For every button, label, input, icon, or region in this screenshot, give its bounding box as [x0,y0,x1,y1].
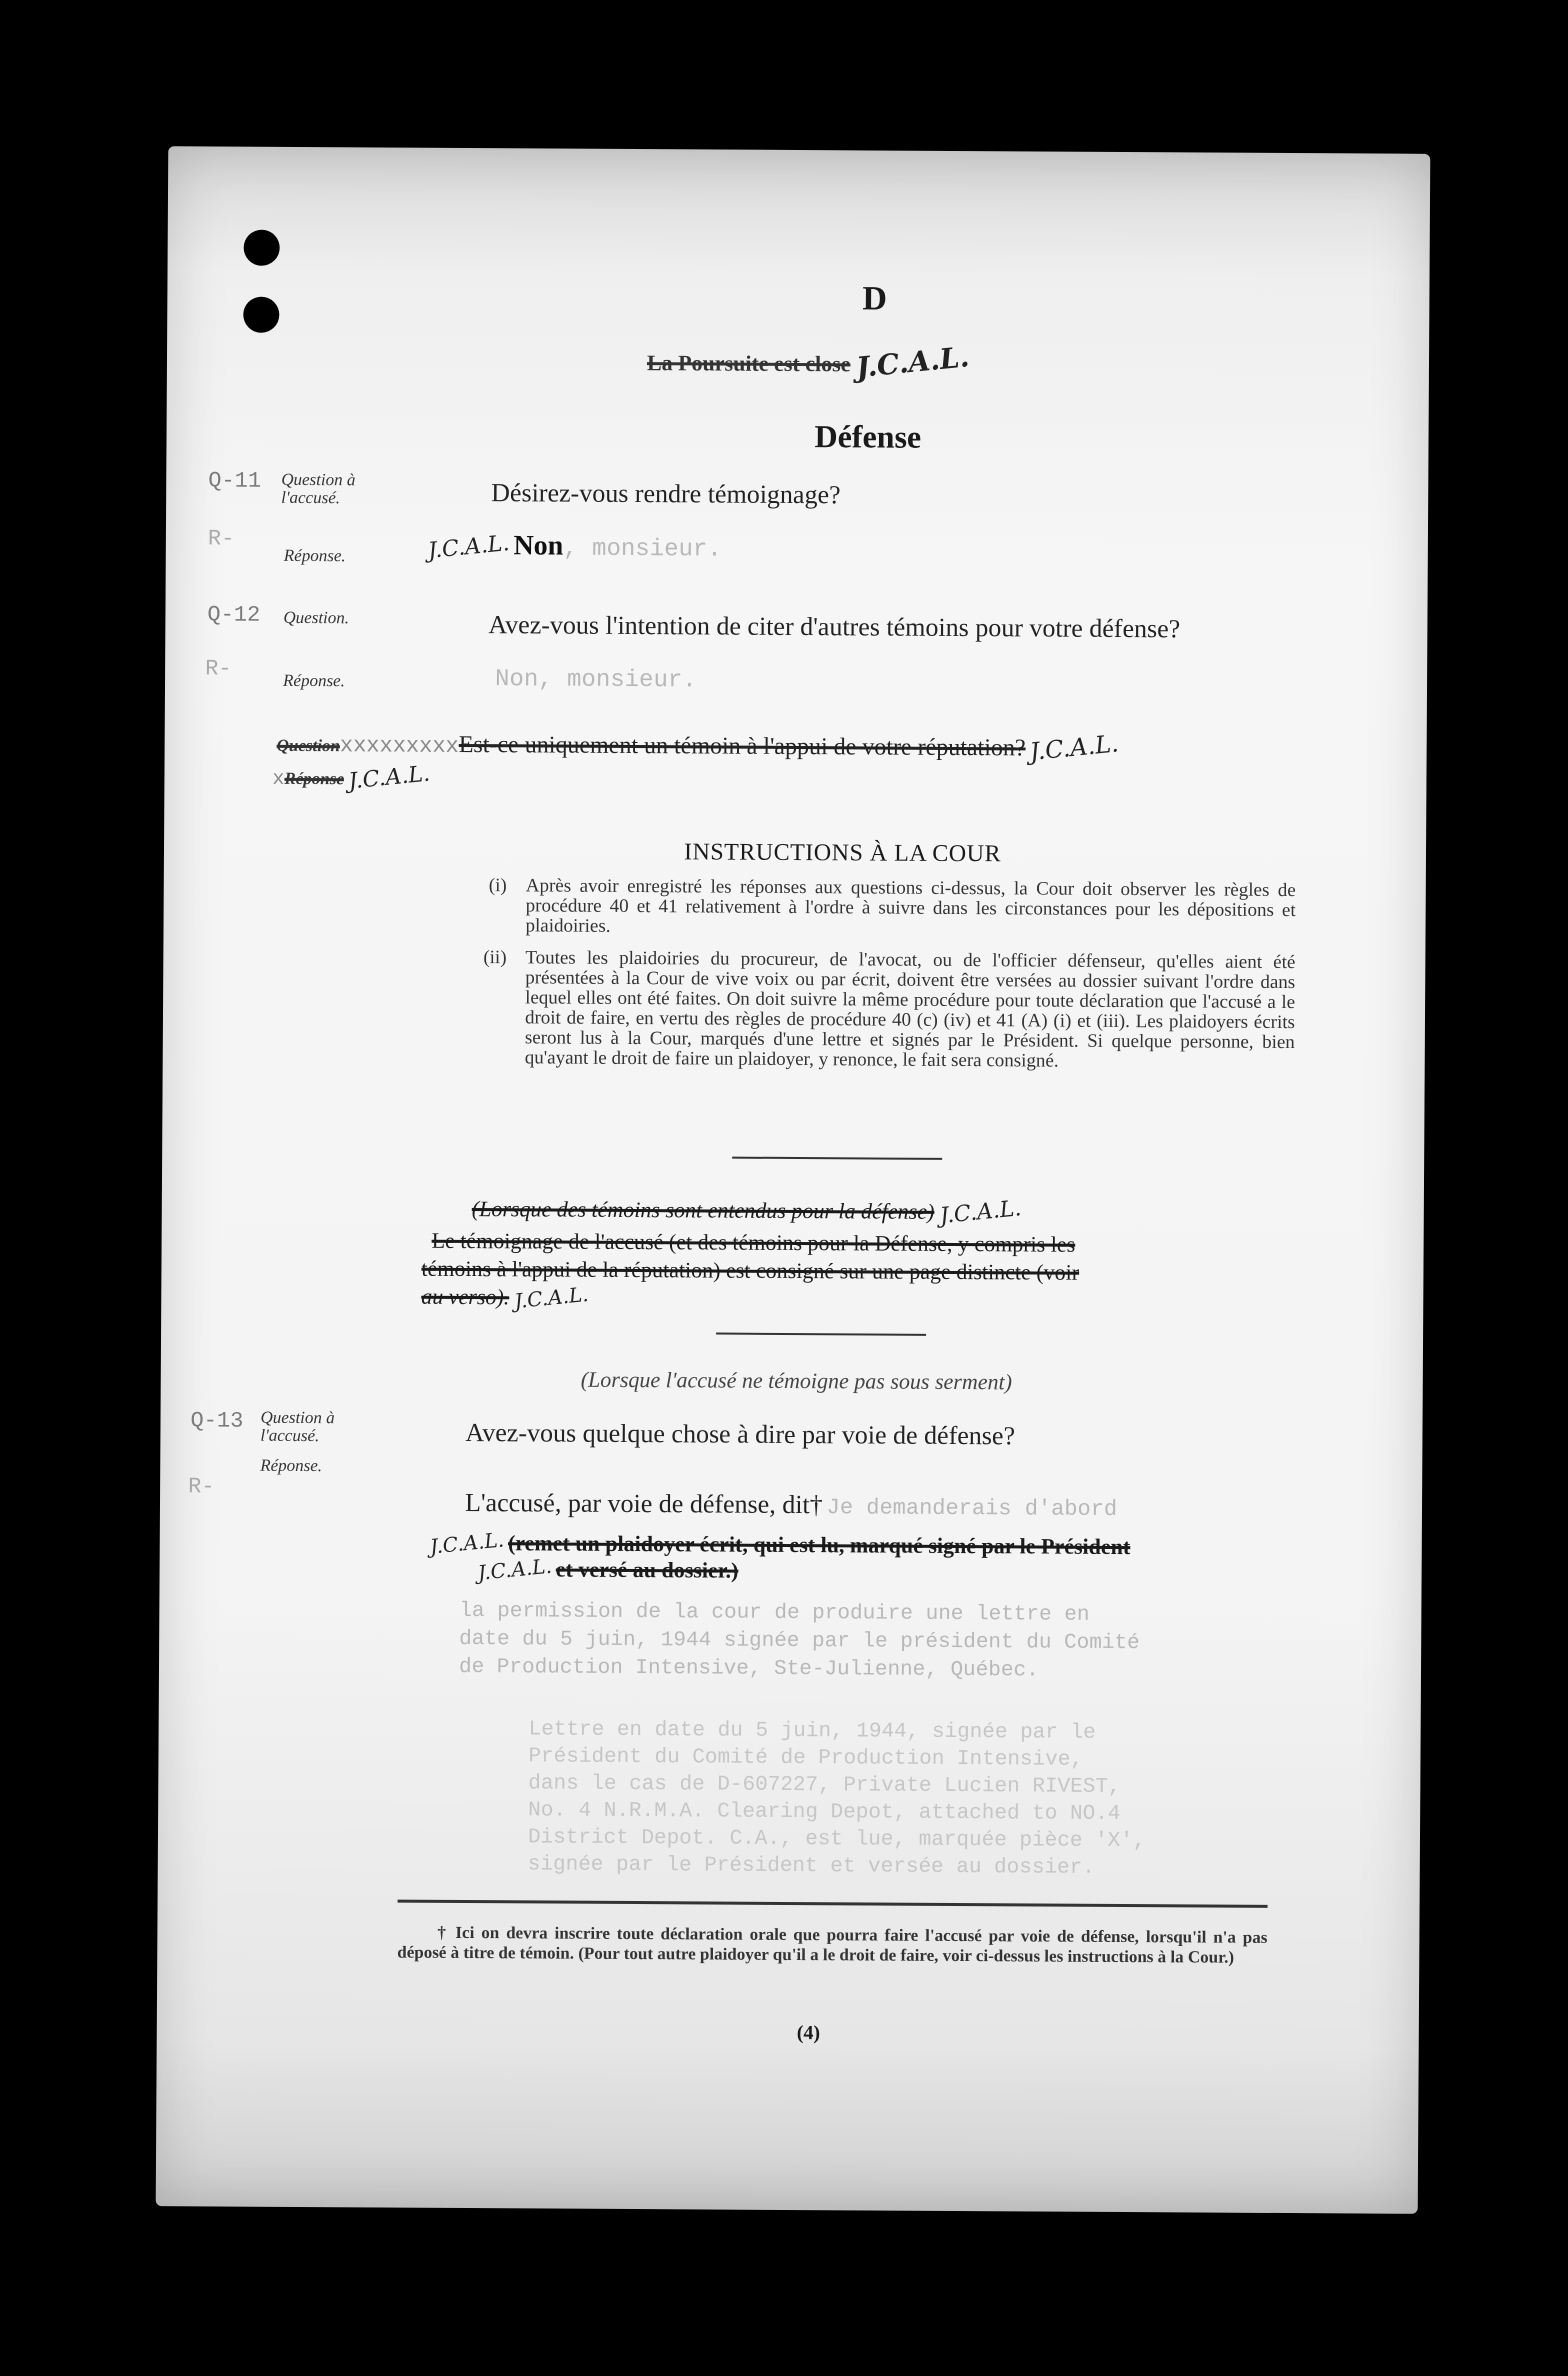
divider-1 [732,1157,942,1160]
q11-question: Désirez-vous rendre témoignage? [491,478,841,510]
q12-margin-r: R- [205,656,232,682]
q13-initials-2: J.C.A.L. [476,1553,553,1585]
letter-line: Lettre en date du 5 juin, 1944, signée par le [528,1718,1096,1745]
letter-line: District Depot. C.A., est lue, marquée pièce 'X', [527,1826,1146,1854]
q13-question: Avez-vous quelque chose à dire par voie de défense? [465,1418,1016,1451]
struck-question-row [276,729,1120,767]
page-number: (4) [796,2022,821,2045]
q13-struck-line1: (remet un plaidoyer écrit, qui est lu, marqué signé par le Président [507,1530,1131,1560]
struck-question-label: Question [276,735,340,756]
instruction-ii-text: Toutes les plaidoiries du procureur, de l'avocat, ou de l'officier défenseur, qu'elles aient été présentées à la Cour de vive voix ou par écrit, doivent être versées au dossier suivant l'ordre dans lequel elles ont été faites. On doit suivre la même procédure pour toute déclaration que l'accusé a le droit de faire, en vertu des règles de procédure 40 (c) (iv) et 41 (A) (i) et (iii). Les plaidoyers écrits seront lus à la Cour, marqués d'une lettre et signés par le Président. Si quelque personne, bien qu'ayant le droit de faire un plaidoyer, y renonce, le fait sera consigné. [524,947,1296,1072]
q13-initials-1: J.C.A.L. [428,1527,505,1559]
typed-line: de Production Intensive, Ste-Julienne, Québec. [458,1655,1039,1683]
struck-reponse-initials: J.C.A.L. [346,761,431,795]
not-sworn-heading: (Lorsque l'accusé ne témoigne pas sous serment) [580,1366,1013,1395]
footnote-divider [398,1900,1268,1908]
q12-answer-typed: Non, monsieur. [494,666,697,695]
letter-line: dans le cas de D-607227, Private Lucien RIVEST, [528,1772,1121,1800]
closing-line-text: La Poursuite est close [646,350,851,377]
q13-margin-q: Q-13 [190,1408,244,1434]
letter-line: No. 4 N.R.M.A. Clearing Depot, attached to NO.4 [528,1799,1121,1827]
q11-answer-handwritten: Non [513,530,564,562]
struck-block-line4: au verso). [421,1283,510,1310]
instruction-i-text: Après avoir enregistré les réponses aux questions ci-dessus, la Cour doit observer les règles de procédure 40 et 41 relativement à l'ordre à suivre dans les circonstances pour les dépositions et plaidoiries. [525,875,1296,937]
instruction-i-num: (i) [488,875,507,897]
q12-label-question: Question. [283,607,350,628]
q12-question: Avez-vous l'intention de citer d'autres témoins pour votre défense? [488,610,1181,644]
instruction-ii-num: (ii) [483,947,507,969]
punch-hole-top [244,230,280,266]
q11-answer-typed: , monsieur. [563,535,722,564]
letter-line: Président du Comité de Production Intensive, [528,1745,1084,1772]
letter-line: signée par le Président et versée au dossier. [527,1853,1095,1880]
closing-line [646,340,971,385]
divider-2 [716,1333,926,1336]
q13-statement-row [465,1488,1117,1522]
q11-initials: J.C.A.L. [426,531,511,564]
struck-question-x-run: xxxxxxxxx [339,733,459,759]
q13-typed-start: Je demanderais d'abord [826,1495,1118,1522]
q12-margin-q: Q-12 [207,602,261,628]
q11-margin-q: Q-11 [208,468,262,494]
struck-reponse-label: Réponse [284,768,345,789]
section-letter: D [862,280,888,318]
instructions-title: INSTRUCTIONS À LA COUR [683,839,1002,868]
q13-label-question: Question à l'accusé. [260,1407,335,1446]
q11-answer [428,530,722,564]
q13-statement-intro: L'accusé, par voie de défense, dit† [464,1488,823,1520]
struck-block-line2: Le témoignage de l'accusé (et des témoins pour la Défense, y compris les [431,1227,1076,1257]
q13-struck-line2: et versé au dossier.) [555,1556,739,1583]
q13-letter-lines [528,1716,1146,1882]
typed-line: la permission de la cour de produire une lettre en [459,1599,1090,1627]
struck-reponse-row: xRéponse J.C.A.L. [272,761,431,795]
q11-margin-r: R- [207,526,235,552]
struck-block-line1-row [471,1196,1023,1230]
closing-line-initials: J.C.A.L. [854,340,971,385]
struck-block-line3: témoins à l'appui de la réputation) est consigné sur une page distincte (voir [421,1255,1080,1285]
defense-title: Défense [814,418,922,455]
document-page [156,146,1431,2214]
footnote: † Ici on devra inscrire toute déclaration orale que pourra faire l'accusé par voie de défense, lorsqu'il n'a pas déposé à titre de témoin. (Pour tout autre plaidoyer qu'il a le droit de faire, voir ci-dessus les instructions à la Cour.) [397,1922,1268,1967]
struck-block-initials-1: J.C.A.L. [938,1196,1023,1230]
struck-block-initials-2: J.C.A.L. [513,1281,590,1314]
struck-question-text: Est-ce uniquement un témoin à l'appui de votre réputation? [458,731,1026,762]
q11-label-reponse: Réponse. [283,545,346,566]
punch-hole-bottom [243,297,279,333]
q13-typed-lines [459,1598,1140,1686]
struck-question-initials: J.C.A.L. [1028,729,1120,767]
q13-struck-line2-row [476,1553,739,1585]
q11-label-question: Question à l'accusé. [281,469,356,508]
typed-line: date du 5 juin, 1944 signée par le président du Comité [459,1627,1140,1656]
q12-label-reponse: Réponse. [282,670,345,691]
q13-label-reponse: Réponse. [260,1455,323,1476]
struck-block-line1: (Lorsque des témoins sont entendus pour la défense) [471,1196,935,1224]
struck-block-line4-row [421,1281,590,1314]
q13-margin-r: R- [188,1474,215,1500]
